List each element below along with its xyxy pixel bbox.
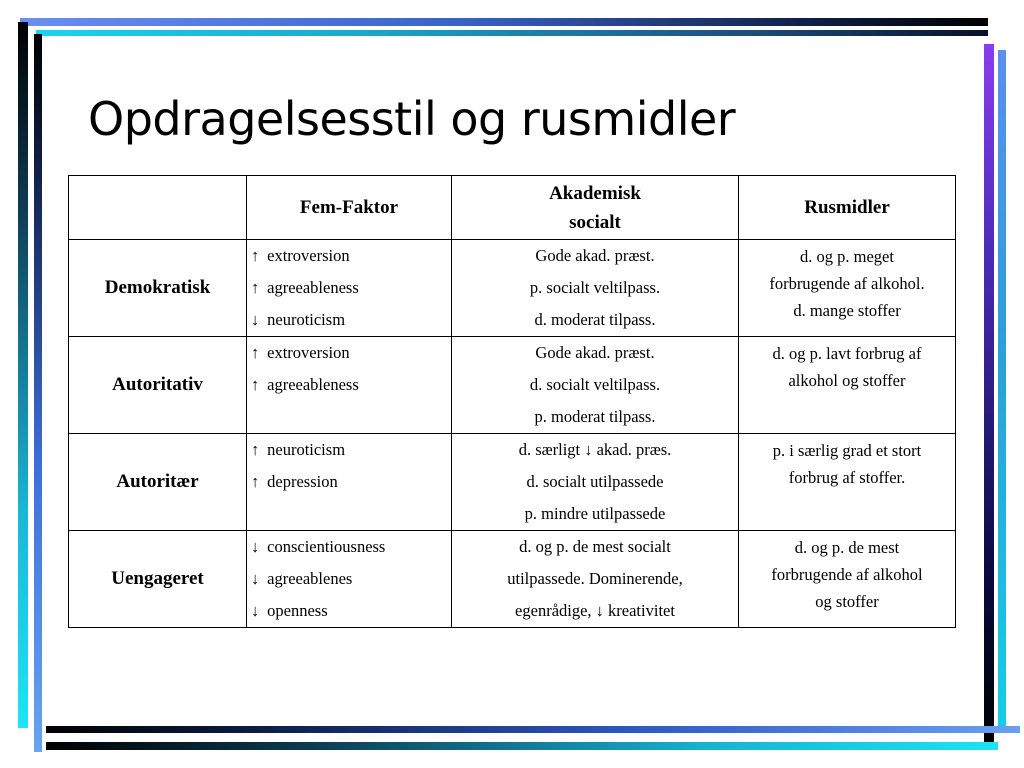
- header-fem-faktor: Fem-Faktor: [247, 176, 452, 240]
- table-header-row: [69, 176, 956, 240]
- decorative-bar-right-outer: [998, 50, 1006, 732]
- decorative-bar-top: [20, 18, 988, 26]
- fem-faktor-line: [251, 563, 451, 595]
- table-row: [69, 337, 956, 434]
- akademisk-socialt-cell: [452, 240, 739, 337]
- arrow-up-icon: ↑: [251, 375, 260, 394]
- rusmidler-cell: [739, 240, 956, 337]
- comparison-table: [68, 175, 956, 628]
- rusmidler-line: forbrugende af alkohol.: [769, 274, 925, 293]
- fem-faktor-trait: neuroticism: [267, 440, 346, 459]
- fem-faktor-trait: agreeableness: [267, 278, 359, 297]
- fem-faktor-line: [251, 595, 451, 627]
- rusmidler-line: alkohol og stoffer: [788, 371, 906, 390]
- akademisk-line: d. særligt ↓ akad. præs.: [518, 440, 672, 459]
- akademisk-socialt-cell: [452, 434, 739, 531]
- fem-faktor-trait: agreeableness: [267, 375, 359, 394]
- header-empty-cell: [69, 176, 247, 240]
- row-style-label: Uengageret: [69, 531, 247, 628]
- fem-faktor-line: [251, 531, 451, 563]
- decorative-bar-left: [18, 22, 28, 728]
- arrow-up-icon: ↑: [251, 343, 260, 362]
- table-row: [69, 531, 956, 628]
- akademisk-line: Gode akad. præst.: [535, 343, 655, 362]
- akademisk-line: utilpassede. Dominerende,: [507, 569, 683, 588]
- rusmidler-line: d. og p. de mest: [794, 538, 900, 557]
- decorative-bar-bottom: [46, 726, 1020, 733]
- akademisk-line: p. mindre utilpassede: [524, 504, 666, 523]
- rusmidler-cell: [739, 434, 956, 531]
- header-akademisk-line2: socialt: [569, 211, 621, 233]
- rusmidler-line: p. i særlig grad et stort: [772, 441, 922, 460]
- fem-faktor-trait: conscientiousness: [267, 537, 386, 556]
- fem-faktor-line: [251, 434, 451, 466]
- arrow-up-icon: ↑: [251, 472, 260, 491]
- rusmidler-line: d. og p. lavt forbrug af: [772, 344, 922, 363]
- akademisk-line: d. socialt veltilpass.: [529, 375, 661, 394]
- akademisk-line: d. og p. de mest socialt: [519, 537, 671, 556]
- arrow-up-icon: ↑: [251, 278, 260, 297]
- arrow-up-icon: ↑: [251, 440, 260, 459]
- akademisk-socialt-cell: [452, 337, 739, 434]
- decorative-bar-left-inner: [34, 34, 42, 752]
- rusmidler-line: forbrug af stoffer.: [788, 468, 906, 487]
- slide-title: Opdragelsesstil og rusmidler: [88, 92, 736, 146]
- akademisk-line: d. socialt utilpassede: [526, 472, 664, 491]
- rusmidler-line: d. og p. meget: [800, 247, 894, 266]
- fem-faktor-line: [251, 304, 451, 336]
- decorative-bar-top-inner: [36, 30, 988, 36]
- decorative-bar-bottom-outer: [46, 742, 998, 750]
- decorative-bar-right: [984, 44, 994, 744]
- akademisk-line: Gode akad. præst.: [535, 246, 655, 265]
- rusmidler-line: d. mange stoffer: [793, 301, 901, 320]
- fem-faktor-cell: [247, 240, 452, 337]
- table-body: [69, 240, 956, 628]
- fem-faktor-cell: [247, 337, 452, 434]
- akademisk-line: p. socialt veltilpass.: [529, 278, 661, 297]
- row-style-label: Demokratisk: [69, 240, 247, 337]
- fem-faktor-line: [251, 466, 451, 498]
- header-rusmidler: Rusmidler: [739, 176, 956, 240]
- rusmidler-line: forbrugende af alkohol: [771, 565, 923, 584]
- arrow-up-icon: ↑: [251, 246, 260, 265]
- arrow-down-icon: ↓: [251, 601, 260, 620]
- akademisk-line: d. moderat tilpass.: [534, 310, 656, 329]
- header-akademisk-socialt: [452, 176, 739, 240]
- table-row: [69, 434, 956, 531]
- fem-faktor-trait: neuroticism: [267, 310, 346, 329]
- rusmidler-cell: [739, 337, 956, 434]
- akademisk-socialt-cell: [452, 531, 739, 628]
- row-style-label: Autoritær: [69, 434, 247, 531]
- fem-faktor-line: [251, 337, 451, 369]
- fem-faktor-line: [251, 272, 451, 304]
- fem-faktor-trait: extroversion: [267, 343, 350, 362]
- arrow-down-icon: ↓: [251, 569, 260, 588]
- rusmidler-line: og stoffer: [815, 592, 879, 611]
- header-akademisk-line1: Akademisk: [549, 182, 641, 204]
- fem-faktor-cell: [247, 434, 452, 531]
- arrow-down-icon: ↓: [251, 310, 260, 329]
- fem-faktor-line: [251, 369, 451, 401]
- akademisk-line: egenrådige, ↓ kreativitet: [515, 601, 675, 620]
- akademisk-line: p. moderat tilpass.: [534, 407, 656, 426]
- rusmidler-cell: [739, 531, 956, 628]
- fem-faktor-line: [251, 240, 451, 272]
- fem-faktor-trait: agreeablenes: [267, 569, 353, 588]
- fem-faktor-trait: extroversion: [267, 246, 350, 265]
- fem-faktor-trait: depression: [267, 472, 338, 491]
- fem-faktor-cell: [247, 531, 452, 628]
- table-row: [69, 240, 956, 337]
- row-style-label: Autoritativ: [69, 337, 247, 434]
- arrow-down-icon: ↓: [251, 537, 260, 556]
- fem-faktor-trait: openness: [267, 601, 328, 620]
